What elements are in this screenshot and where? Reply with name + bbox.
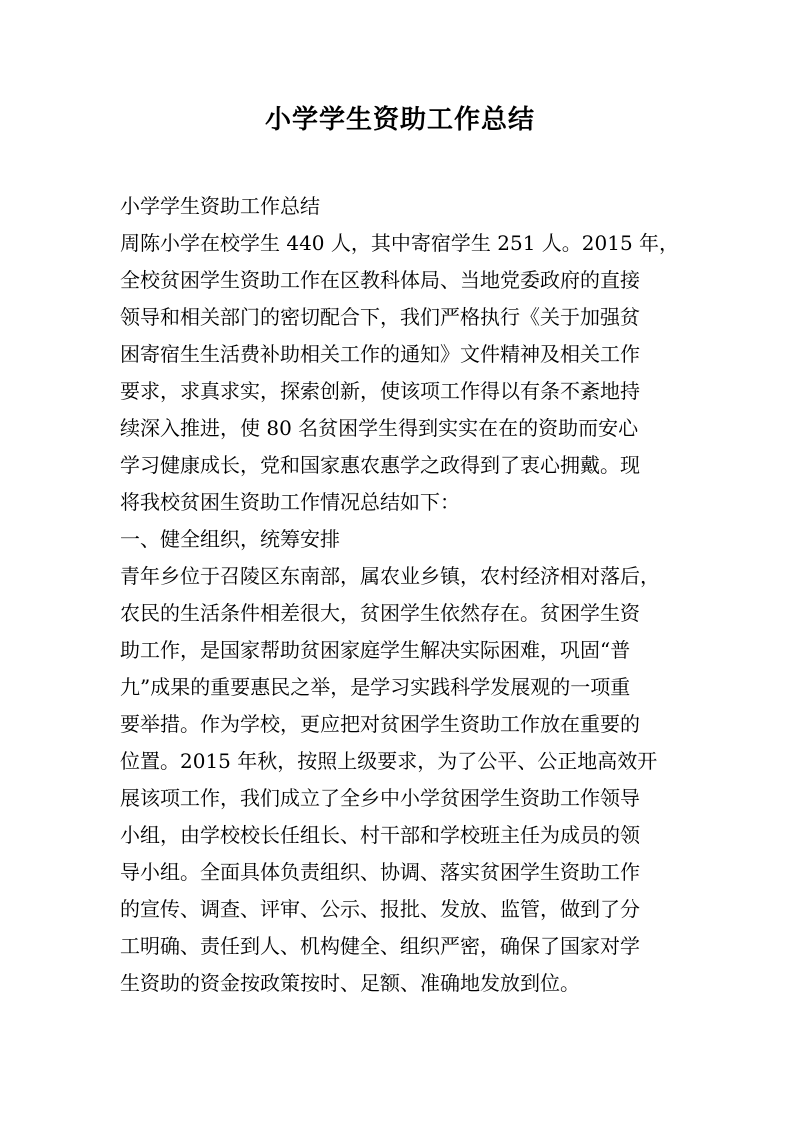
text-line: 生资助的资金按政策按时、足额、准确地发放到位。 [120,971,580,995]
text-line: 助工作，是国家帮助贫困家庭学生解决实际困难，巩固“普 [120,638,631,662]
text-line: 将我校贫困生资助工作情况总结如下： [120,490,460,514]
text-line: 要求，求真求实，探索创新，使该项工作得以有条不紊地持 [120,379,640,403]
text-line: 全校贫困学生资助工作在区教科体局、当地党委政府的直接 [120,268,640,292]
text-line: 工明确、责任到人、机构健全、组织严密，确保了国家对学 [120,934,640,958]
text-line: 九”成果的重要惠民之举，是学习实践科学发展观的一项重 [120,675,631,699]
text-line: 要举措。作为学校，更应把对贫困学生资助工作放在重要的 [120,712,640,736]
text-line: 周陈小学在校学生 440 人，其中寄宿学生 251 人。2015 年， [120,231,680,255]
document-title: 小学学生资助工作总结 [264,105,535,135]
text-line: 导小组。全面具体负责组织、协调、落实贫困学生资助工作 [120,860,640,884]
text-line: 领导和相关部门的密切配合下，我们严格执行《关于加强贫 [120,305,640,329]
text-line: 展该项工作，我们成立了全乡中小学贫困学生资助工作领导 [120,786,640,810]
text-line: 续深入推进，使 80 名贫困学生得到实实在在的资助而安心 [120,416,639,440]
text-line: 农民的生活条件相差很大，贫困学生依然存在。贫困学生资 [120,601,640,625]
text-line: 青年乡位于召陵区东南部，属农业乡镇，农村经济相对落后， [120,564,660,588]
section-heading: 一、健全组织，统筹安排 [120,527,340,551]
text-line: 位置。2015 年秋，按照上级要求，为了公平、公正地高效开 [120,749,658,773]
text-line: 小学学生资助工作总结 [120,194,320,218]
text-line: 的宣传、调查、评审、公示、报批、发放、监管，做到了分 [120,897,640,921]
text-line: 学习健康成长，党和国家惠农惠学之政得到了衷心拥戴。现 [120,453,640,477]
text-line: 困寄宿生生活费补助相关工作的通知》文件精神及相关工作 [120,342,640,366]
text-line: 小组，由学校校长任组长、村干部和学校班主任为成员的领 [120,823,640,847]
